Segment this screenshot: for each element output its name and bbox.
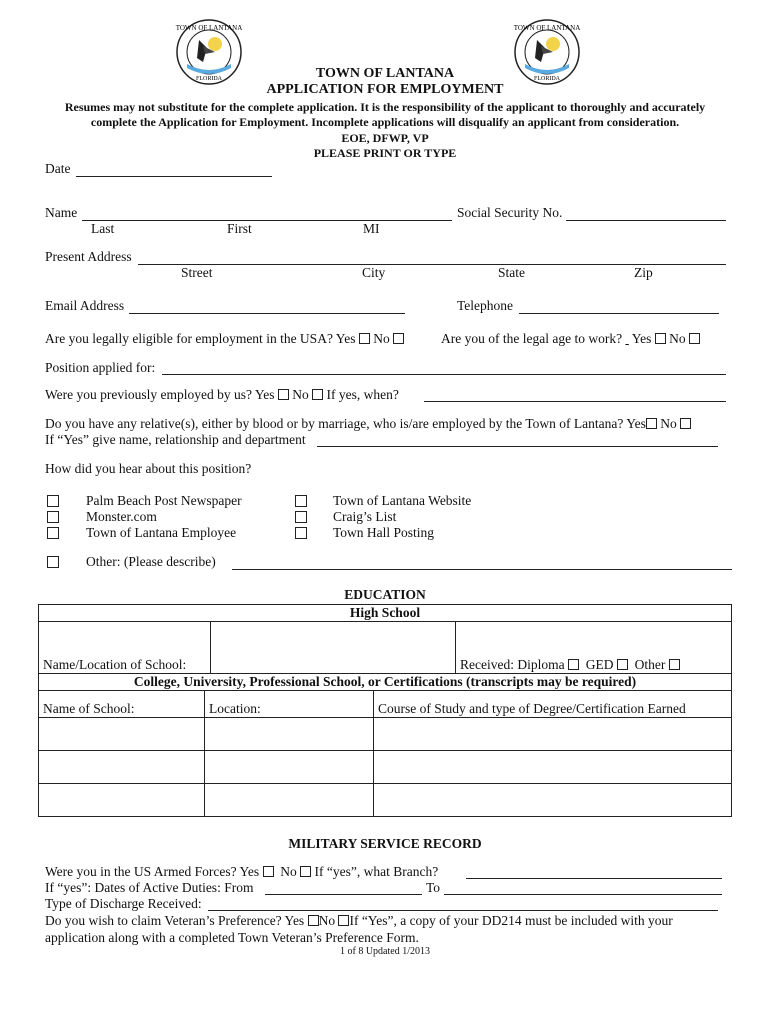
- college-row-1-course[interactable]: [374, 718, 732, 751]
- other-credential-checkbox[interactable]: [669, 659, 680, 670]
- prev-employed-no-checkbox[interactable]: [312, 389, 323, 400]
- previously-employed-question: Were you previously employed by us? Yes No If yes, when?: [45, 387, 399, 402]
- name-label: Name: [45, 205, 78, 220]
- svg-text:TOWN OF LANTANA: TOWN OF LANTANA: [513, 24, 581, 32]
- print-instruction: PLEASE PRINT OR TYPE: [313, 146, 457, 160]
- veteran-no-checkbox[interactable]: [338, 915, 349, 926]
- relatives-detail-label: If “Yes” give name, relationship and department: [45, 432, 306, 447]
- date-field[interactable]: [76, 176, 272, 177]
- eligible-no-checkbox[interactable]: [393, 333, 404, 344]
- college-row-3-course[interactable]: [374, 784, 732, 817]
- city-caption: City: [362, 265, 386, 280]
- telephone-label: Telephone: [457, 298, 514, 313]
- state-caption: State: [498, 265, 525, 280]
- position-field[interactable]: [162, 374, 726, 375]
- high-school-heading: High School: [39, 605, 732, 622]
- svg-text:TOWN OF LANTANA: TOWN OF LANTANA: [175, 24, 243, 32]
- armed-forces-no-checkbox[interactable]: [300, 866, 311, 877]
- notice-line-1: Resumes may not substitute for the complete application. It is the responsibility of the applicant to thoroughly and accurately: [64, 100, 706, 114]
- ged-checkbox[interactable]: [617, 659, 628, 670]
- received-cell: Received: Diploma GED Other: [456, 622, 732, 674]
- present-address-label: Present Address: [45, 249, 132, 264]
- source-palm-beach-label: Palm Beach Post Newspaper: [86, 493, 242, 508]
- college-col-course: Course of Study and type of Degree/Certification Earned: [374, 691, 732, 718]
- source-employee-label: Town of Lantana Employee: [86, 525, 237, 540]
- veteran-preference-question: Do you wish to claim Veteran’s Preference? Yes No If “Yes”, a copy of your DD214 must be included with your: [45, 913, 673, 928]
- active-duty-to-label: To: [426, 880, 441, 895]
- active-duty-to-field[interactable]: [444, 894, 722, 895]
- date-label: Date: [45, 161, 71, 176]
- source-other-field[interactable]: [232, 569, 732, 570]
- page-footer: 1 of 8 Updated 1/2013: [340, 946, 430, 957]
- military-heading: MILITARY SERVICE RECORD: [288, 836, 482, 851]
- legal-age-question: Are you of the legal age to work? Yes No: [441, 331, 700, 347]
- armed-forces-question: Were you in the US Armed Forces? Yes No If “yes”, what Branch?: [45, 864, 439, 879]
- form-title: APPLICATION FOR EMPLOYMENT: [266, 82, 504, 97]
- eoe-label: EOE, DFWP, VP: [341, 131, 429, 145]
- last-name-caption: Last: [91, 221, 115, 236]
- source-website-checkbox[interactable]: [295, 495, 307, 507]
- svg-text:FLORIDA: FLORIDA: [533, 76, 561, 82]
- active-duty-from-label: If “yes”: Dates of Active Duties: From: [45, 880, 254, 895]
- college-col-name: Name of School:: [39, 691, 205, 718]
- relatives-no-checkbox[interactable]: [680, 418, 691, 429]
- education-heading: EDUCATION: [344, 587, 426, 602]
- form-title-town: TOWN OF LANTANA: [315, 66, 455, 81]
- email-label: Email Address: [45, 298, 125, 313]
- legal-age-yes-checkbox[interactable]: [655, 333, 666, 344]
- source-monster-label: Monster.com: [86, 509, 157, 524]
- source-town-hall-checkbox[interactable]: [295, 527, 307, 539]
- veteran-yes-checkbox[interactable]: [308, 915, 319, 926]
- veteran-note-line-2: application along with a completed Town Veteran’s Preference Form.: [45, 930, 419, 945]
- position-label: Position applied for:: [45, 360, 156, 375]
- ssn-field[interactable]: [566, 220, 726, 221]
- relatives-question: Do you have any relative(s), either by blood or by marriage, who is/are employed by the Town of Lantana? Yes No: [45, 416, 691, 432]
- active-duty-from-field[interactable]: [265, 894, 422, 895]
- source-craigslist-label: Craig’s List: [333, 509, 397, 524]
- svg-text:FLORIDA: FLORIDA: [195, 76, 223, 82]
- source-palm-beach-checkbox[interactable]: [47, 495, 59, 507]
- high-school-table: [38, 604, 732, 691]
- eligible-yes-checkbox[interactable]: [359, 333, 370, 344]
- college-col-location: Location:: [205, 691, 374, 718]
- eligibility-question: Are you legally eligible for employment in the USA? Yes No: [45, 331, 404, 347]
- college-row-1-name[interactable]: [39, 718, 205, 751]
- legal-age-no-checkbox[interactable]: [689, 333, 700, 344]
- armed-forces-yes-checkbox[interactable]: [263, 866, 274, 877]
- source-craigslist-checkbox[interactable]: [295, 511, 307, 523]
- prev-employed-yes-checkbox[interactable]: [278, 389, 289, 400]
- ssn-label: Social Security No.: [457, 205, 563, 220]
- discharge-field[interactable]: [208, 910, 718, 911]
- source-monster-checkbox[interactable]: [47, 511, 59, 523]
- email-field[interactable]: [129, 313, 405, 314]
- college-row-1-location[interactable]: [205, 718, 374, 751]
- hear-question: How did you hear about this position?: [45, 461, 252, 476]
- college-row-3-location[interactable]: [205, 784, 374, 817]
- college-row-2-location[interactable]: [205, 751, 374, 784]
- middle-initial-caption: MI: [363, 221, 380, 236]
- source-employee-checkbox[interactable]: [47, 527, 59, 539]
- name-field[interactable]: [82, 220, 452, 221]
- street-caption: Street: [181, 265, 213, 280]
- school-location-cell[interactable]: [211, 622, 456, 674]
- college-heading: College, University, Professional School, or Certifications (transcripts may be required): [39, 674, 732, 691]
- prev-employed-when-field[interactable]: [424, 401, 726, 402]
- source-other-checkbox[interactable]: [47, 556, 59, 568]
- branch-field[interactable]: [466, 878, 722, 879]
- diploma-checkbox[interactable]: [568, 659, 579, 670]
- relatives-detail-field[interactable]: [317, 446, 718, 447]
- college-row-2-name[interactable]: [39, 751, 205, 784]
- zip-caption: Zip: [634, 265, 653, 280]
- discharge-label: Type of Discharge Received:: [45, 896, 202, 911]
- source-town-hall-label: Town Hall Posting: [333, 525, 435, 540]
- telephone-field[interactable]: [519, 313, 719, 314]
- first-name-caption: First: [227, 221, 252, 236]
- college-row-3-name[interactable]: [39, 784, 205, 817]
- source-other-label: Other: (Please describe): [86, 554, 216, 569]
- source-website-label: Town of Lantana Website: [333, 493, 472, 508]
- college-table: [38, 690, 732, 817]
- college-row-2-course[interactable]: [374, 751, 732, 784]
- relatives-yes-checkbox[interactable]: [646, 418, 657, 429]
- school-name-cell[interactable]: Name/Location of School:: [39, 622, 211, 674]
- notice-line-2: complete the Application for Employment. Incomplete applications will disqualify an applicant from consideration.: [90, 115, 680, 129]
